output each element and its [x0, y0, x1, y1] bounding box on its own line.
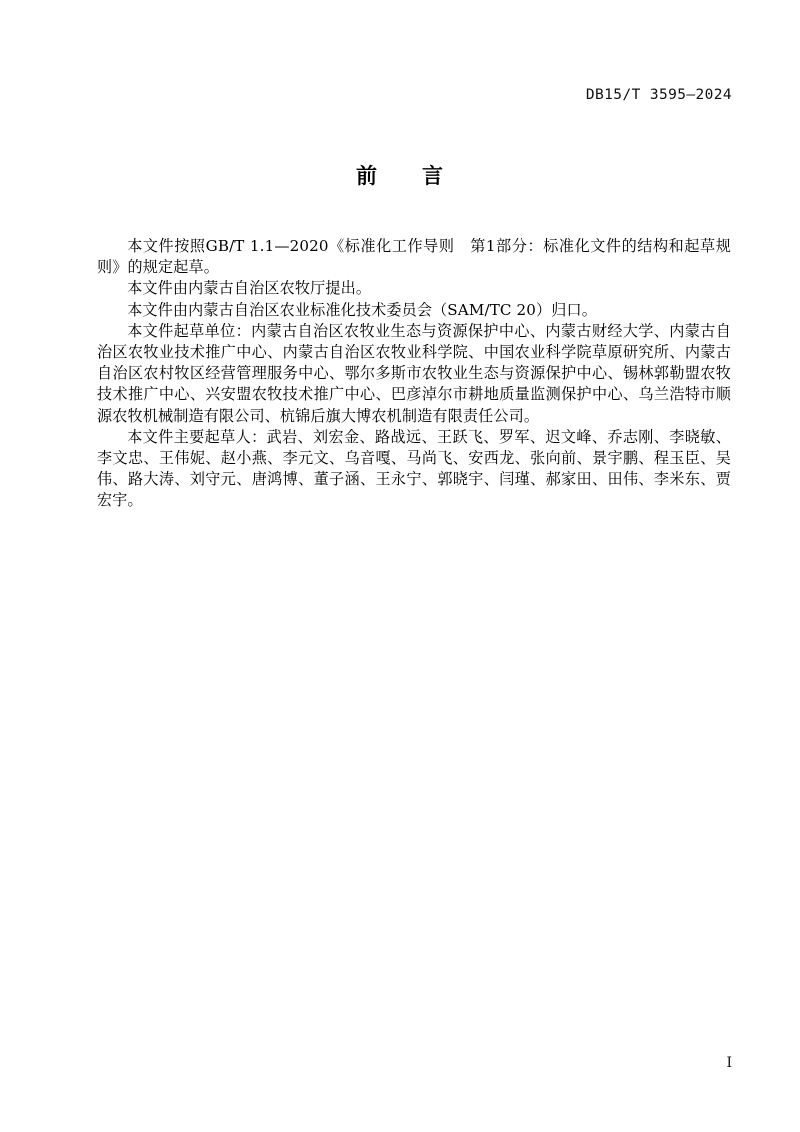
- standard-number: DB15/T 3595—2024: [585, 87, 732, 103]
- page-header: [68, 88, 732, 110]
- foreword-body: [97, 236, 731, 512]
- page-number: I: [726, 1055, 732, 1071]
- page-footer: [68, 1056, 732, 1070]
- foreword-paragraph: 本文件主要起草人：武岩、刘宏金、路战远、王跃飞、罗军、迟文峰、乔志刚、李晓敏、李文忠、王伟妮、赵小燕、李元文、乌音嘎、马尚飞、安西龙、张向前、景宇鹏、程玉臣、吴伟、路大涛、刘守元、唐鸿博、董子涵、王永宁、郭晓宇、闫瑾、郝家田、田伟、李米东、贾宏宇。: [97, 427, 731, 510]
- foreword-paragraph: 本文件按照GB/T 1.1—2020《标准化工作导则 第1部分：标准化文件的结构和起草规则》的规定起草。: [97, 237, 731, 277]
- foreword-paragraph: 本文件由内蒙古自治区农牧厅提出。: [127, 279, 372, 298]
- page-title: 前 言: [356, 164, 444, 188]
- foreword-paragraph: 本文件由内蒙古自治区农业标准化技术委员会（SAM/TC 20）归口。: [127, 300, 598, 319]
- foreword-paragraph: 本文件起草单位：内蒙古自治区农牧业生态与资源保护中心、内蒙古财经大学、内蒙古自治区农牧业技术推广中心、内蒙古自治区农牧业科学院、中国农业科学院草原研究所、内蒙古自治区农村牧区经营管理服务中心、鄂尔多斯市农牧业生态与资源保护中心、锡林郭勒盟农牧技术推广中心、兴安盟农牧技术推广中心、巴彦淖尔市耕地质量监测保护中心、乌兰浩特市顺源农牧机械制造有限公司、杭锦后旗大博农机制造有限责任公司。: [97, 321, 731, 425]
